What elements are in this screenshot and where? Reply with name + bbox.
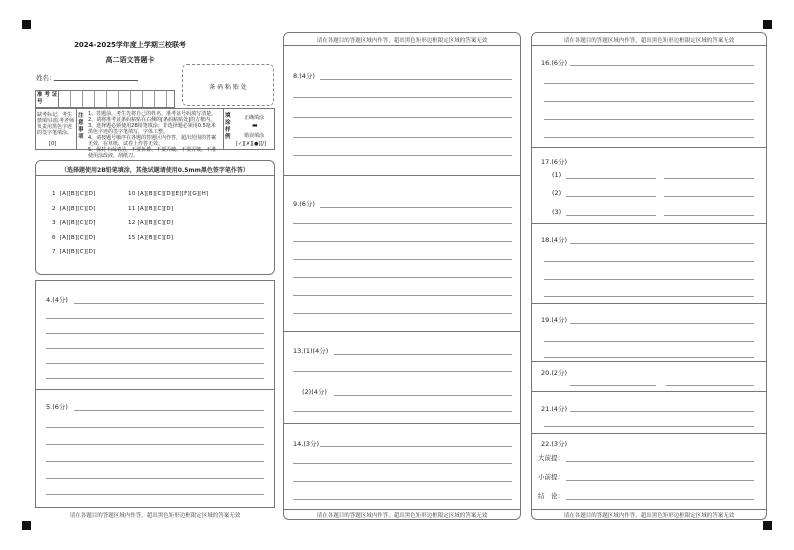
mcq-options[interactable]: [A][B][C][D] [137, 220, 174, 226]
answer-line[interactable] [293, 259, 512, 260]
answer-line[interactable] [566, 480, 754, 481]
answer-line[interactable] [570, 411, 754, 412]
notice-bottom-2: 请在各题目的答题区域内作答，超出黑色矩形边框限定区域的答案无效 [316, 513, 488, 519]
answer-line[interactable] [664, 178, 754, 179]
answer-line[interactable] [544, 426, 754, 427]
question-22-minor-premise: 小前提： [538, 473, 564, 481]
mcq-num: 12 [128, 220, 136, 226]
answer-line[interactable] [46, 333, 264, 334]
section-divider [36, 389, 274, 390]
notice-top-2: 请在各题目的答题区域内作答，超出黑色矩形边框限定区域的答案无效 [316, 38, 488, 44]
answer-line[interactable] [74, 410, 264, 411]
answer-line[interactable] [544, 261, 754, 262]
answer-line[interactable] [46, 494, 264, 495]
answer-line[interactable] [566, 178, 656, 179]
question-17-label: 17.(6分) [541, 158, 568, 166]
answer-line[interactable] [46, 427, 264, 428]
section-divider [532, 45, 766, 46]
absent-note: 缺考标记，考生禁填!由监考老师负责用黑色字迹的签字笔填涂。 [37, 112, 75, 136]
answer-line[interactable] [544, 83, 754, 84]
mcq-row-7[interactable] [52, 249, 95, 255]
question-22-conclusion: 结 论： [538, 492, 564, 500]
answer-line[interactable] [566, 196, 656, 197]
ticket-number-box [35, 90, 175, 108]
question-4-label: 4.(4分) [46, 296, 68, 304]
answer-line[interactable] [293, 155, 512, 156]
mcq-row-2[interactable] [52, 206, 95, 212]
answer-line[interactable] [293, 463, 512, 464]
answer-line[interactable] [293, 411, 512, 412]
note-3: 3、选择题必须使用2B铅笔填涂；非选择题必须用0.5毫米黑色字迹的签字笔填写，字体工整。 [88, 123, 216, 135]
mcq-options[interactable]: [A][B][C][D][E][F][G][H] [137, 191, 209, 197]
question-13-2-label: (2)(4分) [302, 388, 327, 396]
section-divider [532, 223, 766, 224]
name-label: 姓名： [36, 74, 56, 82]
mcq-section [35, 160, 275, 275]
registration-mark-top-right [763, 20, 772, 29]
notes-label: 注 意 事 项 [78, 113, 84, 140]
answer-line[interactable] [664, 196, 754, 197]
question-20-label: 20.(2分) [541, 369, 568, 377]
mcq-num: 1 [52, 191, 56, 197]
answer-line[interactable] [293, 371, 512, 372]
answer-line[interactable] [566, 461, 754, 462]
notice-top-3: 请在各题目的答题区域内作答，超出黑色矩形边框限定区域的答案无效 [563, 38, 735, 44]
answer-line[interactable] [334, 354, 512, 355]
section-divider [284, 509, 520, 510]
mcq-options[interactable]: [A][B][C][D] [137, 235, 174, 241]
question-18-label: 18.(4分) [541, 236, 568, 244]
answer-line[interactable] [293, 277, 512, 278]
mcq-options[interactable]: [A][B][C][D] [59, 191, 96, 197]
answer-line[interactable] [320, 446, 512, 447]
mcq-row-12[interactable] [128, 220, 173, 226]
section-divider [284, 331, 520, 332]
section-divider [284, 423, 520, 424]
answer-line[interactable] [666, 385, 754, 386]
answer-line[interactable] [46, 444, 264, 445]
answer-line[interactable] [293, 241, 512, 242]
notes-box [35, 108, 275, 159]
registration-mark-top-left [22, 20, 31, 29]
fill-wrong-marks: [✓][✗][●][/] [236, 141, 267, 147]
answer-line[interactable] [570, 65, 754, 66]
mcq-num: 7 [52, 249, 56, 255]
answer-line[interactable] [46, 348, 264, 349]
note-2: 2、请将准考证条码粘贴在右侧的[条码粘贴处]的方框内。 [88, 117, 216, 123]
mcq-row-11[interactable] [128, 206, 173, 212]
section-divider [532, 361, 766, 362]
answer-line[interactable] [570, 385, 656, 386]
notes-list [88, 111, 220, 159]
answer-line[interactable] [74, 303, 264, 304]
ticket-number-label: 准 考 证 号 [37, 92, 58, 105]
section-divider [284, 175, 520, 176]
fill-example-label: 填 涂 样 例 [225, 113, 231, 140]
note-4: 4、请按题号顺序在各题的答题区内作答，超出范围的答案无效，在草纸、试卷上作答无效。 [88, 135, 217, 147]
answer-line[interactable] [293, 97, 512, 98]
barcode-area [182, 64, 274, 106]
answer-line[interactable] [544, 296, 754, 297]
mcq-num: 10 [128, 191, 136, 197]
section-divider [532, 433, 766, 434]
note-1: 1、答题前，考生先将自己的姓名、准考证号码填写清楚。 [88, 111, 217, 117]
answer-line[interactable] [293, 223, 512, 224]
answer-line[interactable] [566, 215, 656, 216]
column-2 [283, 32, 521, 520]
ticket-number-cells[interactable] [58, 91, 174, 107]
mcq-num: 6 [52, 235, 56, 241]
question-13-1-label: 13.(1)(4分) [293, 347, 329, 355]
note-5: 5、保持卡面清洁，不要折叠、不要弄破、不要弄皱，不准使用涂改液、刮纸刀。 [88, 147, 217, 159]
notice-bottom-1: 请在各题目的答题区域内作答，超出黑色矩形边框限定区域的答案无效 [69, 513, 241, 519]
answer-line[interactable] [46, 461, 264, 462]
registration-mark-bottom-left [22, 521, 31, 530]
absent-mark[interactable]: [0] [49, 141, 57, 147]
answer-line[interactable] [293, 117, 512, 118]
answer-line[interactable] [320, 207, 512, 208]
mcq-options[interactable]: [A][B][C][D] [137, 206, 174, 212]
mcq-row-3[interactable] [52, 220, 95, 226]
answer-line[interactable] [544, 341, 754, 342]
section-divider [532, 391, 766, 392]
mcq-row-15[interactable] [128, 235, 173, 241]
mcq-row-10[interactable] [128, 191, 208, 197]
answer-line[interactable] [293, 499, 512, 500]
answer-line[interactable] [544, 101, 754, 102]
answer-line[interactable] [570, 243, 754, 244]
card-title: 2024-2025学年度上学期三校联考 [74, 41, 186, 49]
answer-line[interactable] [566, 499, 754, 500]
mcq-num: 15 [128, 235, 136, 241]
answer-area-q4-q5 [35, 280, 275, 508]
answer-line[interactable] [46, 378, 264, 379]
registration-mark-bottom-right [763, 521, 772, 530]
notice-bottom-3: 请在各题目的答题区域内作答，超出黑色矩形边框限定区域的答案无效 [563, 513, 735, 519]
mcq-options[interactable]: [A][B][C][D] [59, 235, 96, 241]
answer-line[interactable] [46, 478, 264, 479]
answer-line[interactable] [293, 137, 512, 138]
question-5-label: 5.(6分) [46, 403, 68, 411]
question-17-1-label: (1) [552, 171, 562, 179]
answer-line[interactable] [293, 481, 512, 482]
mcq-options[interactable]: [A][B][C][D] [59, 249, 96, 255]
mcq-options[interactable]: [A][B][C][D] [59, 220, 96, 226]
answer-line[interactable] [320, 79, 512, 80]
answer-line[interactable] [293, 313, 512, 314]
notes-divider-1 [76, 109, 77, 149]
card-subtitle: 高二语文答题卡 [105, 56, 155, 64]
answer-line[interactable] [46, 363, 264, 364]
answer-line[interactable] [544, 357, 754, 358]
fill-correct-label: 正确填涂 [244, 115, 265, 121]
answer-line[interactable] [544, 137, 754, 138]
answer-line[interactable] [293, 295, 512, 296]
barcode-label: 条 码 粘 贴 处 [209, 84, 247, 91]
mcq-options[interactable]: [A][B][C][D] [59, 206, 96, 212]
mcq-num: 2 [52, 206, 56, 212]
question-14-label: 14.(3分) [293, 440, 320, 448]
section-divider [532, 147, 766, 148]
question-8-label: 8.(4分) [293, 72, 315, 80]
name-field[interactable] [54, 80, 138, 81]
fill-correct-mark: ▬ [252, 122, 258, 129]
question-16-label: 16.(6分) [541, 59, 568, 67]
mcq-header-divider [36, 175, 274, 176]
answer-line[interactable] [334, 395, 512, 396]
question-9-label: 9.(6分) [293, 200, 315, 208]
mcq-row-1[interactable] [52, 191, 95, 197]
column-3 [531, 32, 767, 520]
section-divider [532, 509, 766, 510]
section-divider [532, 303, 766, 304]
answer-line[interactable] [46, 318, 264, 319]
answer-line[interactable] [544, 279, 754, 280]
mcq-num: 11 [128, 206, 136, 212]
mcq-num: 3 [52, 220, 56, 226]
answer-line[interactable] [544, 119, 754, 120]
notes-divider-2 [223, 109, 224, 149]
question-22-major-premise: 大前提： [538, 454, 564, 462]
question-19-label: 19.(4分) [541, 316, 568, 324]
question-17-3-label: (3) [552, 208, 562, 216]
question-22-label: 22.(3分) [541, 440, 568, 448]
question-21-label: 21.(4分) [541, 405, 568, 413]
answer-line[interactable] [570, 323, 754, 324]
mcq-row-6[interactable] [52, 235, 95, 241]
section-divider [284, 45, 520, 46]
fill-wrong-label: 错误填涂 [244, 133, 265, 139]
mcq-header: （选择题使用2B铅笔填涂，其他试题请使用0.5mm黑色签字笔作答） [61, 167, 249, 174]
answer-line[interactable] [664, 215, 754, 216]
question-17-2-label: (2) [552, 189, 562, 197]
